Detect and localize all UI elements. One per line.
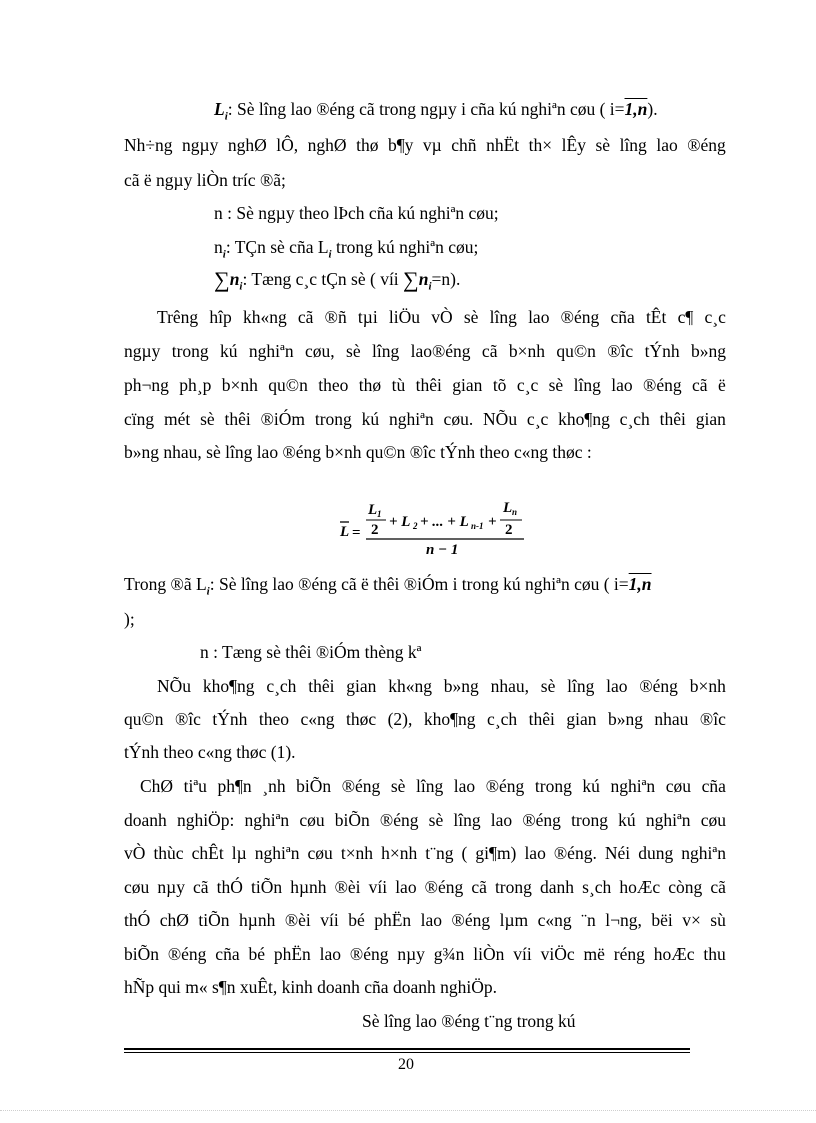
text-line: cã ë ngµy liÒn tríc ®ã; xyxy=(124,170,286,190)
word: h×nh xyxy=(381,843,418,863)
word: lao xyxy=(319,944,342,964)
word: (2), xyxy=(387,709,413,729)
word: ®éng xyxy=(341,776,381,796)
word: tõ xyxy=(492,375,507,395)
word: tµi xyxy=(357,307,378,327)
word: lao xyxy=(611,375,633,395)
word: cña xyxy=(701,776,726,796)
word: sè xyxy=(548,375,564,395)
word: tù xyxy=(391,375,406,395)
word: b¶y xyxy=(387,135,414,155)
formula-term: L xyxy=(368,502,378,518)
word: cã xyxy=(297,307,314,327)
word: thêi xyxy=(659,409,686,429)
word: víi xyxy=(368,877,388,897)
text-line xyxy=(124,374,726,396)
word: ®éng xyxy=(522,810,561,830)
word: b»ng xyxy=(443,676,479,696)
text-line xyxy=(124,573,652,603)
formula-subscript: n xyxy=(512,507,518,517)
formula-denominator: n − 1 xyxy=(426,542,459,556)
word: liÖu xyxy=(388,307,421,327)
page-number: 20 xyxy=(398,1056,414,1073)
formula-term: + xyxy=(488,514,497,530)
word: lao xyxy=(395,877,417,897)
word: ®éng xyxy=(349,944,389,964)
word: tÝnh xyxy=(212,709,248,729)
word: lîng xyxy=(573,375,601,395)
word: nghiªn xyxy=(389,409,434,429)
word: trong xyxy=(571,810,609,830)
word: lÔ, xyxy=(276,135,299,155)
text-line: n : Sè ngµy theo lÞch cña kú nghiªn cøu; xyxy=(214,203,499,223)
subscript: i xyxy=(206,585,210,598)
word: tiªu xyxy=(183,776,207,796)
word: nhau, xyxy=(490,676,529,696)
word: c¸c xyxy=(526,409,549,429)
word: tiÕn xyxy=(198,910,230,930)
text: trong kú nghiªn cøu; xyxy=(331,237,479,257)
word: qu©n xyxy=(556,341,596,361)
word: hµnh xyxy=(238,910,276,930)
word: chØ xyxy=(159,910,189,930)
word: c¶ xyxy=(677,307,694,327)
word: thu xyxy=(703,944,726,964)
word: nhËt xyxy=(486,135,520,155)
word: cã xyxy=(193,877,209,897)
word: Néi xyxy=(604,843,631,863)
text-line xyxy=(214,98,658,128)
word: cøu xyxy=(124,877,150,897)
word: ®éng xyxy=(167,944,207,964)
text-line xyxy=(124,943,726,965)
word: ngµy xyxy=(182,135,219,155)
word: danh xyxy=(539,877,574,897)
word: thêi xyxy=(415,375,442,395)
formula-eq: = xyxy=(352,525,361,541)
text: : Tæng c¸c tÇn sè ( víi xyxy=(242,269,404,289)
word: theo xyxy=(318,375,349,395)
word: cña xyxy=(215,944,240,964)
word: lao xyxy=(420,910,443,930)
word: lao xyxy=(656,135,678,155)
word: t×nh xyxy=(340,843,374,863)
word: sè xyxy=(595,135,611,155)
subscript: i xyxy=(222,248,226,261)
word: thêi xyxy=(308,676,335,696)
text-line: tÝnh theo c«ng thøc (1). xyxy=(124,742,296,762)
word: chÊt xyxy=(191,843,224,863)
word: tÊt xyxy=(645,307,667,327)
word: hîp xyxy=(209,307,232,327)
text: Trong ®ã L xyxy=(124,574,207,594)
word: tÝnh xyxy=(644,341,680,361)
sigma-symbol: ∑ xyxy=(214,267,230,292)
word: NÕu xyxy=(157,676,192,696)
index-range: 1,n xyxy=(628,574,652,594)
text-line xyxy=(124,134,726,156)
word: Trêng xyxy=(157,307,199,327)
formula-term: + L xyxy=(389,514,411,530)
word: lµ xyxy=(231,843,247,863)
word: thø xyxy=(358,375,382,395)
text: ). xyxy=(647,99,658,119)
word: kho¶ng xyxy=(423,709,476,729)
subscript: i xyxy=(328,248,332,261)
word: nghiÖp: xyxy=(176,810,235,830)
word: gi¶m) xyxy=(475,843,517,863)
word: ngµy xyxy=(124,341,161,361)
word: vÒ xyxy=(431,307,453,327)
word: th× xyxy=(528,135,553,155)
word: hoÆc xyxy=(619,877,661,897)
word: cøu. xyxy=(443,409,474,429)
word: lîng xyxy=(415,776,444,796)
word: nghiªn xyxy=(681,843,726,863)
word: doanh xyxy=(124,810,167,830)
word: sè xyxy=(540,676,556,696)
text-line xyxy=(124,876,726,898)
word: sè xyxy=(390,776,406,796)
text-line: hÑp qui m« s¶n xuÊt, kinh doanh cña doanh nghiÖp. xyxy=(124,977,497,997)
text-line: b»ng nhau, sè lîng lao ®éng b×nh qu©n ®îc tÝnh theo c«ng thøc : xyxy=(124,442,592,462)
word: thêi xyxy=(528,709,555,729)
word: cã xyxy=(710,877,726,897)
word: c¸ch xyxy=(619,409,650,429)
word: biÕn xyxy=(296,776,332,796)
word: ChØ xyxy=(140,776,174,796)
word: kho¶ng xyxy=(558,409,610,429)
word: gian xyxy=(452,375,483,395)
word: sè xyxy=(346,341,361,361)
word: ®èi xyxy=(284,910,311,930)
word: sè xyxy=(428,810,444,830)
subscript: i xyxy=(428,280,432,293)
word: NÕu xyxy=(483,409,518,429)
text-line xyxy=(124,408,726,430)
word: ph¶n xyxy=(217,776,252,796)
word: sè xyxy=(200,409,215,429)
word: më xyxy=(583,944,605,964)
word: biÕn xyxy=(124,944,159,964)
word: kh«ng xyxy=(388,676,432,696)
word: lao xyxy=(490,810,513,830)
word: thÓ xyxy=(216,877,243,897)
word: ®îc xyxy=(175,709,201,729)
word: theo xyxy=(258,709,290,729)
index-range: 1,n xyxy=(624,99,648,119)
word: b×nh xyxy=(689,676,726,696)
word: ®éng xyxy=(379,810,419,830)
word: gian xyxy=(566,709,597,729)
word: lîng xyxy=(567,676,595,696)
word: kho¶ng xyxy=(202,676,255,696)
word: chñ xyxy=(451,135,477,155)
word: lîng xyxy=(619,135,647,155)
word: l¬ng, xyxy=(605,910,642,930)
word: mét xyxy=(163,409,191,429)
word: víi xyxy=(513,944,532,964)
word: liÒn xyxy=(473,944,505,964)
formula-lhs: L xyxy=(340,524,350,540)
word: vÒ xyxy=(124,843,146,863)
word: lîng xyxy=(489,307,517,327)
word: ®éng xyxy=(639,676,678,696)
word: ®îc xyxy=(699,709,726,729)
text-line xyxy=(124,909,726,931)
word: nghiªn xyxy=(254,843,300,863)
word: tiÕn xyxy=(250,877,283,897)
word: nghiªn xyxy=(610,776,656,796)
word: ®iÓm xyxy=(260,409,306,429)
word: cøu xyxy=(700,810,726,830)
word: c¸c xyxy=(704,307,726,327)
word: nghØ xyxy=(307,135,347,155)
symbol: n xyxy=(214,237,223,257)
word: nghiªn xyxy=(244,810,290,830)
word: ®èi xyxy=(334,877,361,897)
word: bëi xyxy=(651,910,673,930)
word: nhau xyxy=(654,709,689,729)
word: c¸ch xyxy=(487,709,518,729)
word: ®éng xyxy=(485,776,525,796)
word: ¸nh xyxy=(262,776,286,796)
word: nµy xyxy=(157,877,185,897)
word: thø xyxy=(356,135,379,155)
word: Nh÷ng xyxy=(124,135,173,155)
word: lµm xyxy=(499,910,529,930)
formula-subscript: n-1 xyxy=(471,521,484,531)
text-line: Sè lîng lao ®éng t¨ng trong kú xyxy=(362,1011,576,1031)
subscript: i xyxy=(239,280,243,293)
word: biÕn xyxy=(334,810,370,830)
word: kú xyxy=(582,776,600,796)
text-line: ); xyxy=(124,609,135,629)
word: cøu xyxy=(299,810,325,830)
word: ë xyxy=(717,375,726,395)
word: viÖc xyxy=(540,944,575,964)
word: ®éng. xyxy=(553,843,597,863)
word: lÊy xyxy=(561,135,586,155)
word: qu©n xyxy=(268,375,308,395)
sigma-symbol: ∑ xyxy=(403,267,419,292)
word: c«ng xyxy=(537,910,572,930)
word: b×nh xyxy=(221,375,258,395)
formula-subscript: 2 xyxy=(413,521,418,531)
text-line xyxy=(157,306,726,328)
symbol: n xyxy=(229,269,240,289)
word: ®éng xyxy=(451,910,491,930)
word: nghØ xyxy=(227,135,267,155)
word: lîng xyxy=(453,810,481,830)
word: thøc xyxy=(346,709,377,729)
word: sè xyxy=(463,307,479,327)
word: réng xyxy=(613,944,645,964)
word: hµnh xyxy=(290,877,327,897)
word: v× xyxy=(682,910,701,930)
word: ¨n xyxy=(581,910,596,930)
word: trong xyxy=(534,776,572,796)
text-line xyxy=(214,268,460,298)
word: cã xyxy=(692,375,708,395)
text-line: n : Tæng sè thêi ®iÓm thèng kª xyxy=(200,642,422,662)
word: nµy xyxy=(397,944,425,964)
word: lao xyxy=(606,676,628,696)
word: gian xyxy=(695,409,726,429)
word: vµ xyxy=(422,135,442,155)
text-line xyxy=(124,708,726,730)
word: ph¸p xyxy=(179,375,212,395)
formula-subscript: 1 xyxy=(377,509,382,519)
word: kh«ng xyxy=(242,307,287,327)
word: thÓ xyxy=(124,910,151,930)
text-line xyxy=(157,675,726,697)
word: trong xyxy=(314,409,352,429)
footer-rule xyxy=(124,1048,690,1050)
text: : TÇn sè cña L xyxy=(225,237,329,257)
word: cña xyxy=(610,307,635,327)
text: =n). xyxy=(431,269,461,289)
word: b×nh xyxy=(508,341,545,361)
word: ®ñ xyxy=(324,307,347,327)
word: c¸ch xyxy=(266,676,297,696)
text-line xyxy=(140,775,726,797)
word: gian xyxy=(346,676,377,696)
word: thêi xyxy=(224,409,251,429)
word: kú xyxy=(618,810,636,830)
word: ®éng xyxy=(643,375,682,395)
footer-rule xyxy=(124,1052,690,1053)
word: trong xyxy=(494,877,532,897)
word: cøu xyxy=(665,776,691,796)
word: sù xyxy=(710,910,726,930)
word: c«ng xyxy=(300,709,335,729)
word: ®éng xyxy=(560,307,600,327)
word: phËn xyxy=(374,910,412,930)
word: kú xyxy=(220,341,238,361)
word: lao®éng xyxy=(410,341,471,361)
word: bé xyxy=(348,910,365,930)
word: hoÆc xyxy=(653,944,695,964)
formula-denominator: 2 xyxy=(505,522,513,538)
word: lao xyxy=(528,307,550,327)
word: ®éng xyxy=(424,877,464,897)
mean-formula xyxy=(338,496,538,556)
word: c¸c xyxy=(516,375,539,395)
formula-term: L xyxy=(503,500,513,516)
word: g¾n xyxy=(433,944,465,964)
word: cïng xyxy=(124,409,155,429)
text: : Sè lîng lao ®éng cã trong ngµy i cña kú nghiªn cøu ( i= xyxy=(227,99,625,119)
word: b»ng xyxy=(607,709,643,729)
word: còng xyxy=(668,877,703,897)
text-line xyxy=(214,236,478,266)
word: ®éng xyxy=(687,135,726,155)
page-edge xyxy=(0,1110,816,1112)
word: nghiªn xyxy=(645,810,691,830)
formula-denominator: 2 xyxy=(371,522,379,538)
word: t¨ng xyxy=(425,843,454,863)
word: trong xyxy=(171,341,209,361)
word: ®îc xyxy=(607,341,634,361)
word: lîng xyxy=(371,341,400,361)
word: cøu xyxy=(307,843,333,863)
text-line xyxy=(124,809,726,831)
word: víi xyxy=(320,910,339,930)
text: : Sè lîng lao ®éng cã ë thêi ®iÓm i trong kú nghiªn cøu ( i= xyxy=(209,574,629,594)
word: phËn xyxy=(273,944,311,964)
symbol: n xyxy=(418,269,429,289)
word: kú xyxy=(361,409,380,429)
text-line xyxy=(124,340,726,362)
word: dung xyxy=(638,843,674,863)
word: qu©n xyxy=(124,709,164,729)
formula-term: + ... + L xyxy=(420,514,469,530)
word: ph¬ng xyxy=(124,375,169,395)
symbol: L xyxy=(214,99,225,119)
subscript: i xyxy=(224,110,228,123)
word: s¸ch xyxy=(582,877,612,897)
text-line xyxy=(124,842,726,864)
word: b»ng xyxy=(690,341,726,361)
word: cã xyxy=(481,341,498,361)
word: lao xyxy=(453,776,476,796)
word: cã xyxy=(471,877,487,897)
word: ( xyxy=(461,843,468,863)
word: cøu, xyxy=(305,341,335,361)
word: lao xyxy=(524,843,546,863)
word: thùc xyxy=(153,843,184,863)
word: bé xyxy=(248,944,265,964)
word: nghiªn xyxy=(248,341,294,361)
